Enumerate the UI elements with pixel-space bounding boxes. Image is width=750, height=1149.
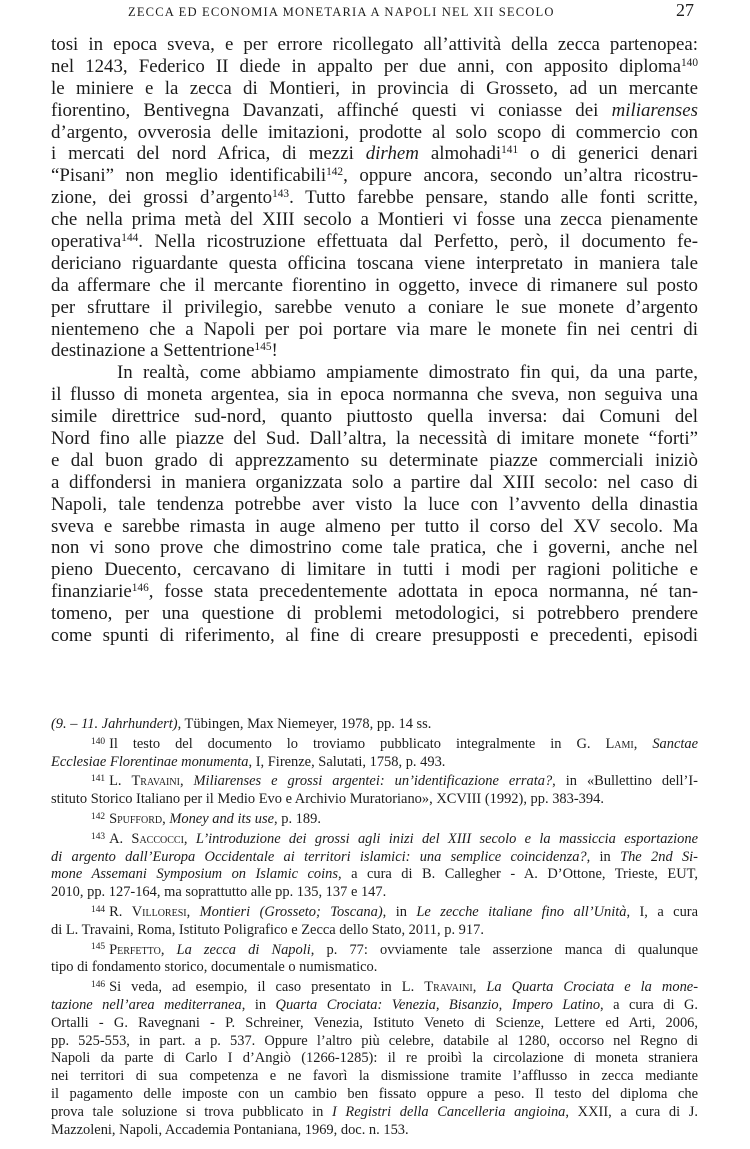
body-line: sveva e sarebbe rimasta in auge almeno per tutto il corso del XV secolo. Ma — [51, 515, 698, 537]
footnote-line: tipo di fondamento storico, documentale o numismatico. — [51, 959, 378, 976]
footnote-line: di L. Travaini, Roma, Istituto Poligrafico e Zecca dello Stato, 2011, p. 917. — [51, 921, 484, 938]
body-line: non vi sono prove che dimostrino come tale pratica, che i governi, anche nel — [51, 537, 698, 559]
footnote-number: 141 — [91, 774, 106, 785]
footnote-line: il pagamento delle imposte con un cambio ben fissato oppure a peso. Il testo del diploma che — [51, 1085, 698, 1102]
footnote-ref[interactable]: 146 — [131, 582, 149, 595]
body-line: “Pisani” non meglio identificabili$^{142}$, oppure ancora, secondo un’altra ricostru- — [51, 165, 698, 187]
footnote-line: mone Assemani Symposium on Islamic coins, a cura di B. Callegher - A. D’Ottone, Trieste, EUT, — [51, 866, 698, 883]
body-line: nel 1243, Federico II diede in appalto per due anni, con apposito diploma$^{140}$ — [51, 55, 698, 77]
footnote-line: prova tale soluzione si trova pubblicato in I Registri della Cancelleria angioina, XXII, a cura di J. — [51, 1103, 698, 1120]
footnote-line: Ortalli - G. Ravegnani - P. Schreiner, Venezia, Istituto Veneto di Scienze, Lettere ed Arti, 2006, — [51, 1014, 698, 1031]
footnote-continuation: (9. – 11. Jahrhundert), Tübingen, Max Niemeyer, 1978, pp. 14 ss. — [51, 716, 432, 732]
footnote-ref[interactable]: 144 — [121, 231, 139, 244]
body-line: i mercati del nord Africa, di mezzi dirhem almohadi$^{141}$ o di generici denari — [51, 143, 698, 165]
body-line: il flusso di moneta argentea, sia in epoca normanna che sveva, non seguiva una — [51, 384, 698, 406]
footnote-line: $^{145}$ Perfetto, La zecca di Napoli, p. 77: ovviamente tale asserzione manca di qualunque — [91, 941, 698, 958]
body-line: da affermare che il mercante fiorentino in oggetto, invece di rimanere sul posto — [51, 274, 698, 296]
footnote-line: $^{146}$ Si veda, ad esempio, il caso presentato in L. Travaini, La Quarta Crociata e la mone- — [91, 979, 699, 996]
footnote-line: Mazzoleni, Napoli, Accademia Pontaniana, 1969, doc. n. 153. — [51, 1121, 409, 1138]
footnote-line: $^{141}$ L. Travaini, Miliarenses e grossi argentei: un’identificazione errata?, in «Bullettino dell’I- — [91, 773, 698, 790]
footnote-number: 142 — [91, 811, 106, 822]
body-line: a diffondersi in maniera organizzata solo a partire dal XIII secolo: nel caso di — [51, 471, 698, 493]
body-line: operativa$^{144}$. Nella ricostruzione effettuata dal Perfetto, però, il documento fe- — [51, 231, 698, 253]
footnote-line: di argento dall’Europa Occidentale ai territori islamici: una semplice coincidenza?, in The 2nd Si- — [51, 848, 698, 865]
body-line: Nord fino alle piazze del Sud. Dall’altra, la necessità di imitare monete “forti” — [51, 428, 698, 450]
footnote — [51, 904, 698, 940]
body-line: che nella prima metà del XIII secolo a Montieri vi fosse una zecca pienamente — [51, 209, 698, 231]
footnote-ref[interactable]: 141 — [501, 144, 519, 157]
body-line: tosi in epoca sveva, e per errore ricollegato all’attività della zecca partenopea: — [51, 34, 698, 55]
footnote-line: nei territori di sua competenza e ne favorì la dismissione tramite l’afflusso in zecca mediante — [51, 1068, 698, 1085]
body-line: simile direttrice sud-nord, quanto piuttosto quella inversa: dai Comuni del — [51, 406, 698, 428]
footnote — [51, 736, 698, 772]
body-line: destinazione a Settentrione$^{145}$! — [51, 340, 278, 362]
body-line: nientemeno che a Napoli per poi portare via mare le monete fin nei centri di — [51, 318, 698, 340]
footnote — [51, 773, 698, 809]
body-line: per sfruttare il privilegio, sarebbe venuto a coniare le sue monete d’argento — [51, 296, 698, 318]
body-line: zione, dei grossi d’argento$^{143}$. Tutto farebbe pensare, stando alle fonti scritte, — [51, 187, 698, 209]
body-line: le miniere e la zecca di Montieri, in provincia di Grosseto, ad un mercante — [51, 77, 698, 99]
footnote-line: tazione nell’area mediterranea, in Quarta Crociata: Venezia, Bisanzio, Impero Latino, a cura di G. — [51, 996, 698, 1013]
footnote-line: $^{140}$ Il testo del documento lo troviamo pubblicato integralmente in G. Lami, Sanctae — [91, 735, 699, 752]
footnote-number: 145 — [91, 942, 106, 953]
footnote-line: $^{142}$ Spufford, Money and its use, p. 189. — [91, 810, 321, 827]
footnote-ref[interactable]: 140 — [681, 56, 698, 69]
footnote-line: Ecclesiae Florentinae monumenta, I, Firenze, Salutati, 1758, p. 493. — [51, 753, 446, 770]
footnote-number: 146 — [91, 979, 106, 990]
footnote-number: 140 — [91, 736, 106, 747]
body-line: fiorentino, Bentivegna Davanzati, affinché questi vi coniasse dei miliarenses — [51, 99, 698, 121]
footnote-line: $^{143}$ A. Saccocci, L’introduzione dei grossi agli inizi del XIII secolo e la massiccia esportazione — [91, 830, 698, 847]
footnote — [51, 979, 698, 1139]
running-title: ZECCA ED ECONOMIA MONETARIA A NAPOLI NEL XII SECOLO — [128, 5, 555, 19]
footnote-line: 2010, pp. 127-164, ma soprattutto alle pp. 135, 137 e 147. — [51, 884, 387, 901]
footnote-ref[interactable]: 143 — [272, 188, 290, 200]
page-header — [0, 0, 750, 30]
footnote — [51, 811, 698, 829]
footnote-number: 143 — [91, 831, 106, 842]
footnote-line: stituto Storico Italiano per il Medio Evo e Archivio Muratoriano», XCVIII (1992), pp. 383-394. — [51, 791, 604, 808]
footnote-line: Napoli da parte di Carlo I d’Angiò (1266-1285): il re proibì la circolazione di moneta straniera — [51, 1050, 698, 1067]
footnote — [51, 831, 698, 902]
footnote-ref[interactable]: 142 — [326, 166, 344, 179]
page-number: 27 — [676, 0, 694, 20]
body-line: e dal buon grado di apprezzamento su determinate piazze commerciali iniziò — [51, 449, 698, 471]
footnote — [51, 942, 698, 978]
body-line: come spunti di riferimento, al fine di creare presupposti e precedenti, episodi — [51, 625, 698, 647]
body-line: tomeno, per una questione di problemi metodologici, si potrebbero prendere — [51, 603, 698, 625]
footnote-ref[interactable]: 145 — [254, 341, 272, 354]
footnote-line: $^{144}$ R. Villoresi, Montieri (Grosseto; Toscana), in Le zecche italiane fino all’Unità, I, a cura — [91, 903, 699, 920]
footnote-number: 144 — [91, 904, 106, 915]
body-text — [51, 34, 698, 647]
footnote-line: pp. 525-553, in part. a p. 537. Oppure l’altro più celebre, databile al 1280, occorso nel Regno di — [51, 1032, 698, 1049]
footnotes — [51, 716, 698, 1139]
body-line: finanziarie$^{146}$, fosse stata precedentemente adottata in epoca normanna, né tan- — [51, 581, 698, 603]
body-line: Napoli, tale tendenza potrebbe aver visto la luce con l’avvento della dinastia — [51, 493, 698, 515]
body-line: d’argento, ovverosia delle imitazioni, prodotte al solo scopo di commercio con — [51, 121, 698, 143]
body-line: In realtà, come abbiamo ampiamente dimostrato fin qui, da una parte, — [117, 362, 698, 384]
body-line: dericiano riguardante questa officina toscana viene interpretato in maniera tale — [51, 252, 698, 274]
body-line: pieno Duecento, cercavano di limitare in tutti i modi per ragioni politiche e — [51, 559, 698, 581]
